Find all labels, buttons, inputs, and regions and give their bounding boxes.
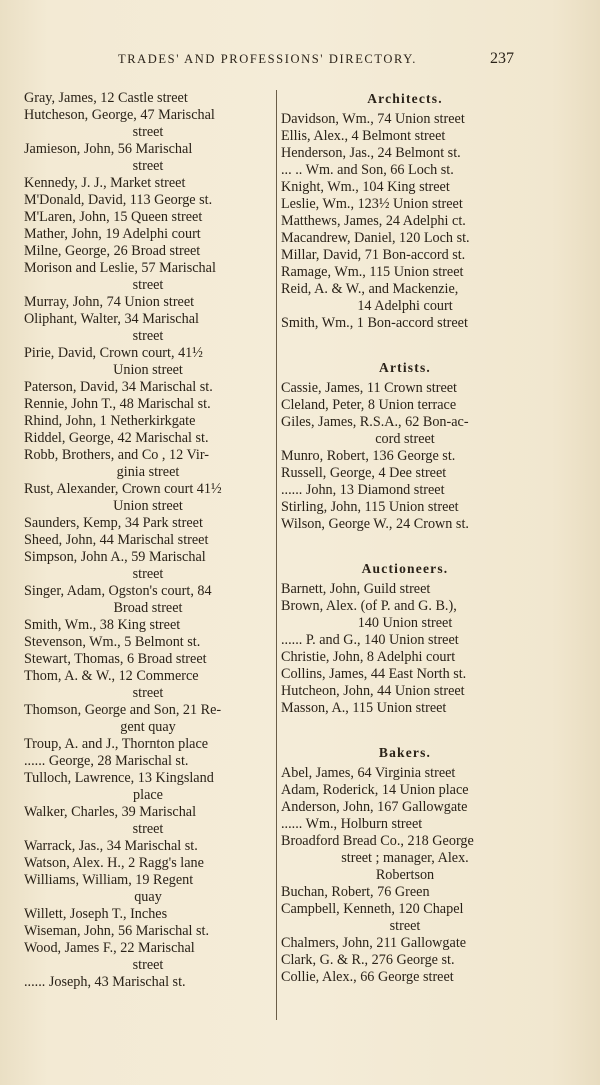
entry-line: Troup, A. and J., Thornton place <box>24 736 209 752</box>
entry-line: Rhind, John, 1 Netherkirkgate <box>24 413 196 429</box>
directory-entry <box>24 175 272 192</box>
directory-entry <box>24 90 272 107</box>
entry-line: ...... John, 13 Diamond street <box>281 482 445 498</box>
entry-line: M'Donald, David, 113 George st. <box>24 192 213 208</box>
directory-entry <box>24 906 272 923</box>
directory-entry <box>24 294 272 311</box>
running-title: TRADES' AND PROFESSIONS' DIRECTORY. <box>118 52 417 66</box>
entry-continuation: Union street <box>113 362 183 378</box>
directory-entry <box>281 516 529 533</box>
entry-line: Christie, John, 8 Adelphi court <box>281 649 456 665</box>
entry-line: Stewart, Thomas, 6 Broad street <box>24 651 207 667</box>
entry-continuation: street <box>389 918 421 934</box>
directory-entry <box>281 799 529 816</box>
section-heading: Artists. <box>379 360 431 375</box>
directory-entry <box>281 247 529 264</box>
directory-entry <box>281 683 529 700</box>
entry-continuation: street <box>132 328 164 344</box>
directory-entry <box>24 447 272 481</box>
entry-line: Hutcheon, John, 44 Union street <box>281 683 465 699</box>
entry-line: Pirie, David, Crown court, 41½ <box>24 345 203 361</box>
directory-entry <box>24 634 272 651</box>
entry-line: Matthews, James, 24 Adelphi ct. <box>281 213 466 229</box>
entry-continuation: street <box>132 957 164 973</box>
directory-entry <box>281 281 529 315</box>
directory-entry <box>24 770 272 804</box>
entry-line: Barnett, John, Guild street <box>281 581 431 597</box>
section-gap <box>281 533 529 560</box>
directory-entry <box>281 765 529 782</box>
entry-line: Cleland, Peter, 8 Union terrace <box>281 397 457 413</box>
directory-entry <box>281 179 529 196</box>
directory-entry <box>281 111 529 128</box>
directory-entry <box>281 162 529 179</box>
entry-line: Cassie, James, 11 Crown street <box>281 380 457 396</box>
directory-entry <box>24 107 272 141</box>
directory-entry <box>281 213 529 230</box>
entry-line: Walker, Charles, 39 Marischal <box>24 804 197 820</box>
entry-line: Watson, Alex. H., 2 Ragg's lane <box>24 855 204 871</box>
directory-entry <box>24 430 272 447</box>
directory-entry <box>24 549 272 583</box>
directory-entry <box>281 632 529 649</box>
entry-line: Broadford Bread Co., 218 George <box>281 833 474 849</box>
section-gap <box>281 332 529 359</box>
entry-line: Leslie, Wm., 123½ Union street <box>281 196 463 212</box>
entry-line: Macandrew, Daniel, 120 Loch st. <box>281 230 470 246</box>
entry-line: Stirling, John, 115 Union street <box>281 499 459 515</box>
directory-entry <box>281 901 529 935</box>
entry-line: Robb, Brothers, and Co , 12 Vir- <box>24 447 209 463</box>
entry-line: ...... George, 28 Marischal st. <box>24 753 189 769</box>
entry-line: Russell, George, 4 Dee street <box>281 465 447 481</box>
entry-line: Smith, Wm., 38 King street <box>24 617 181 633</box>
directory-entry <box>24 481 272 515</box>
directory-entry <box>281 700 529 717</box>
directory-entry <box>24 396 272 413</box>
entry-continuation: street <box>132 158 164 174</box>
entry-line: Saunders, Kemp, 34 Park street <box>24 515 203 531</box>
entry-line: Mather, John, 19 Adelphi court <box>24 226 201 242</box>
entry-line: Rennie, John T., 48 Marischal st. <box>24 396 211 412</box>
directory-entry <box>281 196 529 213</box>
entry-line: Singer, Adam, Ogston's court, 84 <box>24 583 212 599</box>
directory-entry <box>281 581 529 598</box>
entry-continuation: street <box>132 685 164 701</box>
entry-continuation: gent quay <box>120 719 176 735</box>
entry-line: Hutcheson, George, 47 Marischal <box>24 107 215 123</box>
directory-entry <box>281 649 529 666</box>
entry-line: Gray, James, 12 Castle street <box>24 90 188 106</box>
directory-entry <box>281 499 529 516</box>
entry-line: Riddel, George, 42 Marischal st. <box>24 430 209 446</box>
entry-continuation: cord street <box>375 431 435 447</box>
directory-entry <box>281 482 529 499</box>
directory-entry <box>24 192 272 209</box>
page-number: 237 <box>490 50 514 67</box>
entry-line: Reid, A. & W., and Mackenzie, <box>281 281 459 297</box>
directory-entry <box>281 816 529 833</box>
entry-line: Giles, James, R.S.A., 62 Bon-ac- <box>281 414 469 430</box>
entry-continuation: Robertson <box>375 867 435 883</box>
right-column <box>281 90 529 986</box>
directory-entry <box>281 952 529 969</box>
directory-entry <box>24 651 272 668</box>
section-heading: Bakers. <box>378 745 432 760</box>
entry-line: Williams, William, 19 Regent <box>24 872 194 888</box>
directory-entry <box>281 230 529 247</box>
directory-entry <box>281 414 529 448</box>
directory-entry <box>281 969 529 986</box>
entry-line: Wilson, George W., 24 Crown st. <box>281 516 469 532</box>
entry-line: Davidson, Wm., 74 Union street <box>281 111 465 127</box>
section-heading: Auctioneers. <box>361 561 449 576</box>
entry-continuation: 140 Union street <box>357 615 453 631</box>
entry-continuation: street ; manager, Alex. <box>341 850 469 866</box>
directory-entry <box>24 872 272 906</box>
entry-line: Sheed, John, 44 Marischal street <box>24 532 209 548</box>
directory-entry <box>281 465 529 482</box>
entry-line: Chalmers, John, 211 Gallowgate <box>281 935 467 951</box>
directory-entry <box>24 702 272 736</box>
directory-entry <box>24 668 272 702</box>
entry-line: Brown, Alex. (of P. and G. B.), <box>281 598 457 614</box>
entry-continuation: ginia street <box>116 464 180 480</box>
entry-line: Simpson, John A., 59 Marischal <box>24 549 206 565</box>
entry-line: Collins, James, 44 East North st. <box>281 666 467 682</box>
entry-line: Millar, David, 71 Bon-accord st. <box>281 247 466 263</box>
directory-entry <box>24 243 272 260</box>
entry-line: Thomson, George and Son, 21 Re- <box>24 702 222 718</box>
entry-continuation: 14 Adelphi court <box>357 298 453 314</box>
entry-line: Henderson, Jas., 24 Belmont st. <box>281 145 461 161</box>
directory-entry <box>24 209 272 226</box>
entry-line: Clark, G. & R., 276 George st. <box>281 952 455 968</box>
directory-entry <box>24 260 272 294</box>
section-heading: Architects. <box>367 91 443 106</box>
directory-entry <box>24 617 272 634</box>
directory-entry <box>24 753 272 770</box>
column-divider <box>276 90 277 1020</box>
entry-line: Smith, Wm., 1 Bon-accord street <box>281 315 468 331</box>
directory-entry <box>24 379 272 396</box>
directory-entry <box>281 884 529 901</box>
entry-line: ...... Wm., Holburn street <box>281 816 423 832</box>
entry-line: Morison and Leslie, 57 Marischal <box>24 260 216 276</box>
entry-line: Kennedy, J. J., Market street <box>24 175 186 191</box>
entry-line: Munro, Robert, 136 George st. <box>281 448 456 464</box>
entry-continuation: quay <box>134 889 162 905</box>
entry-line: Milne, George, 26 Broad street <box>24 243 201 259</box>
directory-entry <box>281 397 529 414</box>
entry-line: Anderson, John, 167 Gallowgate <box>281 799 468 815</box>
directory-entry <box>24 226 272 243</box>
directory-entry <box>281 380 529 397</box>
directory-entry <box>24 311 272 345</box>
directory-entry <box>281 598 529 632</box>
directory-entry <box>24 413 272 430</box>
directory-entry <box>281 833 529 884</box>
entry-continuation: street <box>132 821 164 837</box>
entry-line: ...... Joseph, 43 Marischal st. <box>24 974 186 990</box>
entry-line: Rust, Alexander, Crown court 41½ <box>24 481 222 497</box>
entry-line: Jamieson, John, 56 Marischal <box>24 141 193 157</box>
left-column <box>24 90 272 991</box>
entry-line: Abel, James, 64 Virginia street <box>281 765 456 781</box>
directory-entry <box>24 855 272 872</box>
entry-line: Collie, Alex., 66 George street <box>281 969 454 985</box>
directory-entry <box>281 128 529 145</box>
directory-entry <box>24 515 272 532</box>
entry-line: Ellis, Alex., 4 Belmont street <box>281 128 446 144</box>
entry-line: Wiseman, John, 56 Marischal st. <box>24 923 210 939</box>
directory-entry <box>24 583 272 617</box>
directory-entry <box>24 940 272 974</box>
entry-line: Willett, Joseph T., Inches <box>24 906 168 922</box>
entry-continuation: street <box>132 566 164 582</box>
entry-line: M'Laren, John, 15 Queen street <box>24 209 203 225</box>
entry-continuation: Union street <box>113 498 183 514</box>
entry-line: Buchan, Robert, 76 Green <box>281 884 430 900</box>
directory-entry <box>24 532 272 549</box>
directory-entry <box>281 264 529 281</box>
entry-line: Knight, Wm., 104 King street <box>281 179 450 195</box>
directory-entry <box>281 935 529 952</box>
entry-line: Stevenson, Wm., 5 Belmont st. <box>24 634 201 650</box>
entry-continuation: Broad street <box>113 600 183 616</box>
entry-line: Wood, James F., 22 Marischal <box>24 940 195 956</box>
entry-line: Paterson, David, 34 Marischal st. <box>24 379 213 395</box>
entry-line: Thom, A. & W., 12 Commerce <box>24 668 199 684</box>
entry-continuation: street <box>132 124 164 140</box>
entry-continuation: place <box>133 787 163 803</box>
directory-entry <box>24 974 272 991</box>
directory-entry <box>24 345 272 379</box>
entry-line: Tulloch, Lawrence, 13 Kingsland <box>24 770 214 786</box>
entry-line: Masson, A., 115 Union street <box>281 700 447 716</box>
directory-entry <box>281 448 529 465</box>
entry-line: Ramage, Wm., 115 Union street <box>281 264 464 280</box>
directory-entry <box>281 666 529 683</box>
directory-entry <box>281 145 529 162</box>
entry-line: Adam, Roderick, 14 Union place <box>281 782 469 798</box>
directory-entry <box>24 923 272 940</box>
directory-entry <box>24 736 272 753</box>
directory-entry <box>24 838 272 855</box>
directory-entry <box>281 782 529 799</box>
page-header <box>0 50 600 72</box>
entry-line: Campbell, Kenneth, 120 Chapel <box>281 901 464 917</box>
section-gap <box>281 717 529 744</box>
entry-line: ... .. Wm. and Son, 66 Loch st. <box>281 162 454 178</box>
entry-line: Oliphant, Walter, 34 Marischal <box>24 311 199 327</box>
directory-entry <box>281 315 529 332</box>
directory-entry <box>24 804 272 838</box>
entry-line: ...... P. and G., 140 Union street <box>281 632 459 648</box>
entry-line: Warrack, Jas., 34 Marischal st. <box>24 838 198 854</box>
directory-entry <box>24 141 272 175</box>
entry-line: Murray, John, 74 Union street <box>24 294 195 310</box>
entry-continuation: street <box>132 277 164 293</box>
